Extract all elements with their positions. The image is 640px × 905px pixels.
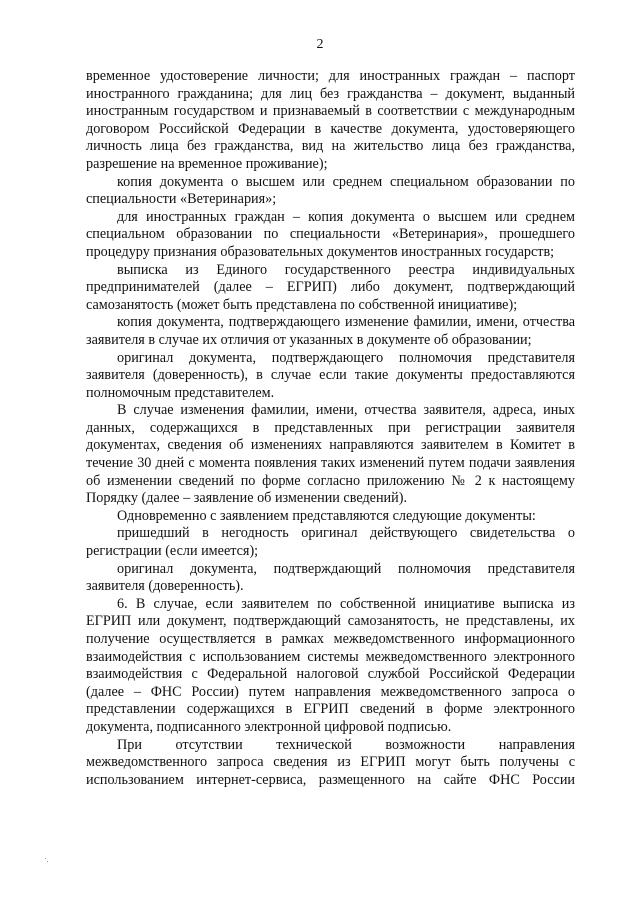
document-body [86, 68, 575, 789]
paragraph: оригинал документа, подтверждающего полномочия представителя заявителя (доверенность), в случае если такие документы предоставляются полномочным представителем. [86, 349, 575, 401]
page-number: 2 [316, 37, 324, 52]
paragraph: В случае изменения фамилии, имени, отчества заявителя, адреса, иных данных, содержащихся в представленных при регистрации заявителя документах, сведения об изменениях направляются заявителем в Комитет в течение 30 дней с момента появления таких изменений путем подачи заявления об изменении сведений по форме согласно приложению № 2 к настоящему Порядку (далее – заявление об изменении сведений). [86, 402, 575, 507]
paragraph: Одновременно с заявлением представляются следующие документы: [117, 507, 536, 524]
paragraph: 6. В случае, если заявителем по собственной инициативе выписка из ЕГРИП или документ, подтверждающий самозанятость, не представлены, их получение осуществляется в рамках межведомственного информационного взаимодействия с использованием системы межведомственного электронного взаимодействия с Федеральной налоговой службой Российской Федерации (далее – ФНС России) путем направления межведомственного запроса о представлении содержащихся в ЕГРИП сведений в форме электронного документа, подписанного электронной цифровой подписью. [86, 595, 575, 735]
scan-speck [47, 861, 48, 862]
paragraph: для иностранных граждан – копия документа о высшем или среднем специальном образовании по специальности «Ветеринария», прошедшего процедуру признания образовательных документов иностранных государств; [86, 208, 575, 260]
paragraph: При отсутствии технической возможности направления межведомственного запроса сведения из ЕГРИП могут быть получены с использованием интернет-сервиса, размещенного на сайте ФНС России [86, 736, 575, 788]
paragraph: копия документа о высшем или среднем специальном образовании по специальности «Ветеринария»; [86, 173, 575, 208]
paragraph: копия документа, подтверждающего изменение фамилии, имени, отчества заявителя в случае их отличия от указанных в документе об образовании; [86, 314, 575, 348]
paragraph: временное удостоверение личности; для иностранных граждан – паспорт иностранного гражданина; для лиц без гражданства – документ, выданный иностранным государством и признаваемый в соответствии с международным договором Российской Федерации в качестве документа, удостоверяющего личность лица без гражданства, вид на жительство лица без гражданства, разрешение на временное проживание); [86, 68, 575, 172]
paragraph: пришедший в негодность оригинал действующего свидетельства о регистрации (если имеется); [86, 525, 575, 560]
scan-speck [45, 858, 46, 859]
paragraph: выписка из Единого государственного реестра индивидуальных предпринимателей (далее – ЕГРИП) либо документ, подтверждающий самозанятость (может быть представлена по собственной инициативе); [86, 261, 575, 313]
paragraph: оригинал документа, подтверждающий полномочия представителя заявителя (доверенность). [86, 560, 575, 595]
